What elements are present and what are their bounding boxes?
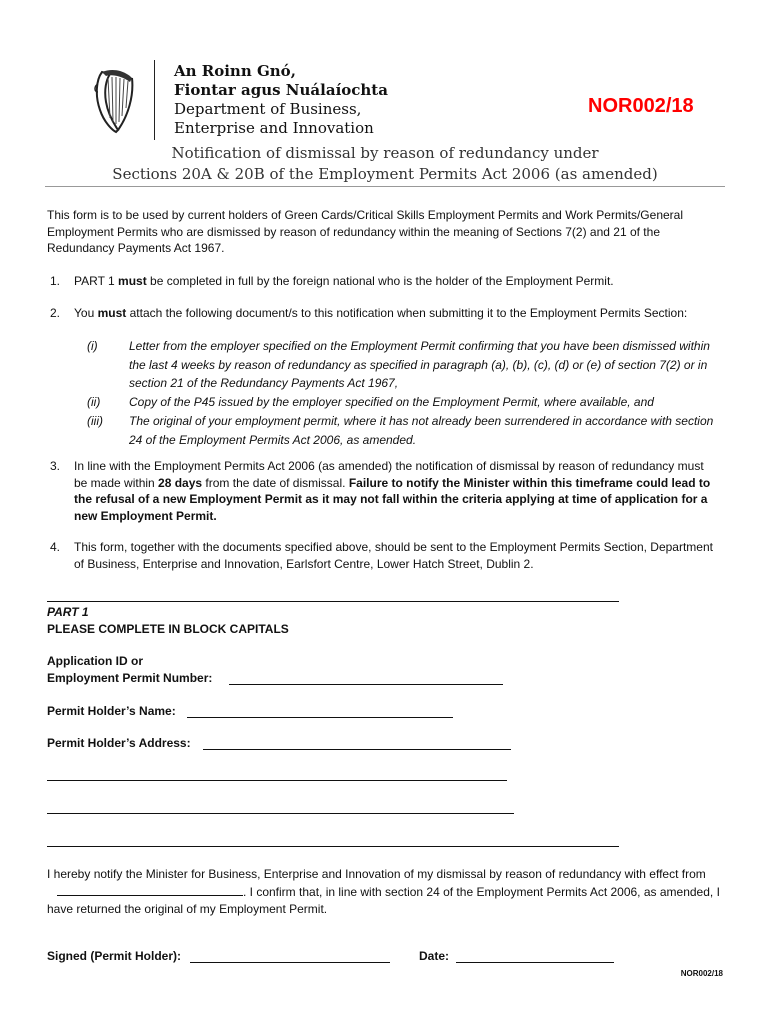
date-label: Date: (419, 949, 450, 963)
item-text: from the date of dismissal. (202, 475, 349, 490)
declaration-text: . I confirm that, in line with section 24 of the Employment Permits Act 2006, as amended, I have returned the original of my Employment Permit. (47, 885, 720, 916)
permit-number-field[interactable] (229, 672, 503, 685)
signature-field[interactable] (190, 950, 390, 963)
declaration-text: I hereby notify the Minister for Business, Enterprise and Innovation of my dismissal by reason of redundancy with effect from (47, 867, 706, 881)
header-divider (154, 60, 155, 140)
date-field[interactable] (456, 950, 614, 963)
item-number: 4. (50, 540, 61, 554)
sub-item-numeral: (ii) (87, 395, 101, 409)
item-text: This form, together with the documents specified above, should be sent to the Employment Permits Section, Department of Business, Enterprise and Innovation, Earlsfort Centre, Lower Hatch Street, Dublin 2. (74, 540, 713, 571)
sub-item-i (87, 337, 727, 393)
footer-form-code: NOR002/18 (680, 969, 723, 978)
instruction-item-2 (47, 305, 717, 322)
sub-item-numeral: (iii) (87, 414, 103, 428)
holder-address-field-3[interactable] (47, 801, 514, 814)
holder-address-field-2[interactable] (47, 768, 507, 781)
part1-subheading: PLEASE COMPLETE IN BLOCK CAPITALS (47, 622, 289, 636)
part1-bottom-rule (47, 846, 619, 847)
item-emphasis: must (97, 306, 127, 320)
item-text: PART 1 (74, 274, 119, 288)
item-number: 1. (50, 274, 61, 288)
form-title (70, 143, 700, 185)
declaration-paragraph (47, 866, 722, 918)
dept-english-line2: Enterprise and Innovation (174, 119, 374, 137)
department-name (174, 62, 388, 138)
instruction-item-4 (47, 539, 717, 572)
item-emphasis: 28 days (158, 475, 203, 490)
form-title-line2: Sections 20A & 20B of the Employment Permits Act 2006 (as amended) (112, 165, 658, 183)
item-number: 3. (50, 459, 61, 473)
instruction-item-1 (47, 273, 717, 290)
holder-name-label: Permit Holder’s Name: (47, 704, 176, 718)
holder-address-field-1[interactable] (203, 737, 511, 750)
part1-heading: PART 1 (47, 605, 89, 619)
signed-label: Signed (Permit Holder): (47, 949, 182, 963)
item-emphasis: must (118, 274, 147, 288)
sub-item-text: Copy of the P45 issued by the employer specified on the Employment Permit, where available, and (129, 395, 654, 409)
dept-irish-line1: An Roinn Gnó, (174, 62, 296, 80)
dept-irish-line2: Fiontar agus Nuálaíochta (174, 81, 388, 99)
sub-item-numeral: (i) (87, 339, 98, 353)
sub-item-text: The original of your employment permit, where it has not already been surrendered in accordance with section 24 of the Employment Permits Act 2006, as amended. (129, 414, 714, 447)
holder-name-field[interactable] (187, 705, 453, 718)
effect-date-field[interactable] (57, 883, 243, 896)
app-id-label-line1: Application ID or (47, 654, 143, 668)
form-code: NOR002/18 (588, 95, 694, 117)
item-text: be completed in full by the foreign national who is the holder of the Employment Permit. (146, 274, 614, 288)
holder-address-label: Permit Holder’s Address: (47, 736, 191, 750)
dept-english-line1: Department of Business, (174, 100, 362, 118)
sub-item-ii (87, 393, 727, 412)
item-text: attach the following document/s to this notification when submitting it to the Employment Permits Section: (126, 306, 688, 320)
sub-item-text: Letter from the employer specified on the Employment Permit confirming that you have been dismissed within the last 4 weeks by reason of redundancy as specified in paragraph (a), (b), (c), (d) or (e) of section 7(2) or in section 21 of the Redundancy Payments Act 1967, (129, 339, 710, 390)
part1-top-rule (47, 601, 619, 602)
harp-emblem (92, 66, 138, 136)
app-id-label-line2: Employment Permit Number: (47, 671, 213, 685)
form-title-line1: Notification of dismissal by reason of redundancy under (171, 144, 599, 162)
item-number: 2. (50, 306, 61, 320)
item-warning: Failure to notify the Minister within this timeframe could lead to the refusal of a new Employment Permit as it may not fall within the criteria applying at time of application for a new Employment Permit. (74, 475, 711, 523)
item-text: You (74, 306, 98, 320)
intro-paragraph: This form is to be used by current holders of Green Cards/Critical Skills Employment Permits and Work Permits/General Employment Permits who are dismissed by reason of redundancy within the meaning of Sections 7(2) and 21 of the Redundancy Payments Act 1967. (47, 208, 683, 255)
instruction-item-3 (47, 458, 717, 524)
item-text: In line with the Employment Permits Act 2006 (as amended) the notification of dismissal by reason of redundancy must be made within (74, 459, 704, 490)
title-rule (45, 186, 725, 187)
sub-item-iii (87, 412, 727, 449)
